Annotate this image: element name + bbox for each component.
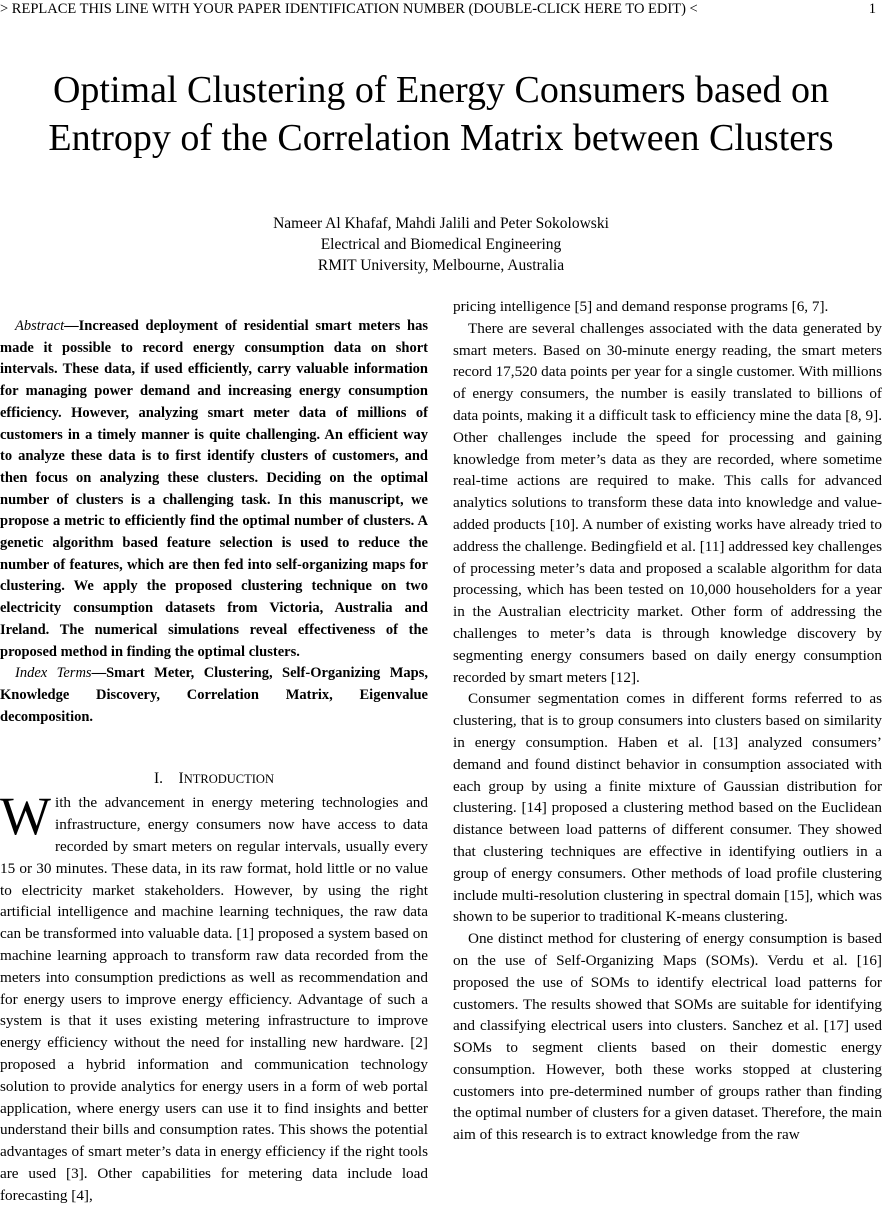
section-title-rest: NTRODUCTION — [183, 772, 274, 787]
index-terms-text: —Smart Meter, Clustering, Self-Organizing Maps, Knowledge Discovery, Correlation Matrix, Eigenvalue decomposition. — [0, 665, 428, 725]
section-initial: I — [178, 770, 184, 788]
left-column — [0, 316, 428, 1207]
section-number: I. — [154, 770, 164, 788]
author-department: Electrical and Biomedical Engineering — [320, 236, 562, 253]
index-terms-lead: Index Terms — [15, 665, 92, 682]
section-heading-introduction — [0, 768, 428, 790]
author-block — [0, 213, 882, 276]
right-column — [453, 296, 882, 1146]
drop-cap: W — [0, 786, 51, 847]
intro-paragraph-1-text: ith the advancement in energy metering technologies and infrastructure, energy consumers now have access to data recorded by smart meters on regular intervals, usually every 15 or 30 minutes. These data, in its raw format, hold little or no value to electricity market stakeholders. However, by using the right artificial intelligence and machine learning techniques, the raw data can be transformed into valuable data. [1] proposed a system based on machine learning approach to transform raw data recorded from the meters into consumption predictions as well as recommendation and for energy users to improve energy efficiency. Advantage of such a system is that it uses existing metering infrastructure to improve energy efficiency without the need for installing new hardware. [2] proposed a hybrid information and communication technology solution to provide analytics for energy users in a form of web portal application, where energy users can use it to find insights and better understand their bills and consumption rates. This shows the potential advantages of smart meter’s data in energy efficiency if the right tools are used [3]. Other capabilities for metering data include load forecasting [4], — [0, 794, 428, 1204]
author-affiliation: RMIT University, Melbourne, Australia — [317, 257, 565, 274]
right-paragraph-1: There are several challenges associated with the data generated by smart meters. Based on 30-minute energy reading, the smart meters record 17,520 data points per year for a single customer. With millions of energy consumers, the number is easily translated to billions of data points, making it a difficult task to efficiency mine the data [8, 9]. Other challenges include the speed for processing and gaining knowledge from meter’s data as they are recorded, where sometime real-time actions are required to make. This calls for advanced analytics solutions to transform these data into knowledge and value-added products [10]. A number of existing works have already tried to address the challenge. Bedingfield et al. [11] addressed key challenges of processing meter’s data and proposed a scalable algorithm for data processing, which has been tested on 10,000 householders for a year in the Australian electricity market. Other form of addressing the challenges to meter’s data is through knowledge discovery by segmenting energy consumers based on daily energy consumption recorded by smart meters [12]. — [453, 319, 882, 686]
right-paragraph-3: One distinct method for clustering of energy consumption is based on the use of Self-Organizing Maps (SOMs). Verdu et al. [16] proposed the use of SOMs to identify electrical load patterns for customers. The results showed that SOMs are suitable for identifying and classifying electrical users into clusters. Sanchez et al. [17] used SOMs to segment clients based on their domestic energy consumption. However, both these works stopped at clustering customers into pre-determined number of groups rather than finding the optimal number of clusters for a given dataset. Therefore, the main aim of this research is to extract knowledge from the raw — [453, 930, 882, 1144]
page-number: 1 — [868, 1, 876, 17]
abstract-lead: Abstract — [15, 318, 65, 334]
index-terms — [0, 663, 428, 728]
right-paragraph-0: pricing intelligence [5] and demand response programs [6, 7]. — [453, 298, 829, 315]
abstract-text: —Increased deployment of residential smart meters has made it possible to record energy consumption data on short intervals. These data, if used efficiently, carry valuable information for managing power demand and increasing energy consumption efficiency. However, analyzing smart meter data of millions of customers in a timely manner is quite challenging. An efficient way to analyze these data is to first identify clusters of customers, and then focus on analyzing these clusters. Deciding on the optimal number of clusters is a challenging task. In this manuscript, we propose a metric to efficiently find the optimal number of clusters. A genetic algorithm based feature selection is used to reduce the number of features, which are then fed into self-organizing maps for clustering. We apply the proposed clustering technique on two electricity consumption datasets from Victoria, Australia and Ireland. The numerical simulations reveal effectiveness of the proposed method in finding the optimal clusters. — [0, 318, 428, 660]
abstract — [0, 316, 428, 663]
author-names: Nameer Al Khafaf, Mahdi Jalili and Peter Sokolowski — [273, 215, 609, 232]
paper-id-header: > REPLACE THIS LINE WITH YOUR PAPER IDENTIFICATION NUMBER (DOUBLE-CLICK HERE TO EDIT) < — [0, 1, 698, 17]
paper-title: Optimal Clustering of Energy Consumers based on Entropy of the Correlation Matrix between Clusters — [48, 69, 834, 159]
right-paragraph-2: Consumer segmentation comes in different forms referred to as clustering, that is to group consumers into clusters based on similarity in energy consumption. Haben et al. [13] analyzed consumers’ demand and found distinct behavior in consumption associated with each group by using a finite mixture of Gaussian distribution for clustering. [14] proposed a clustering method based on the Euclidean distance between load patterns of different consumer. They showed that clustering techniques are effective in identifying outliers in a group of energy consumers. Other methods of load profile clustering include multi-resolution clustering in spectral domain [15], which was shown to be superior to traditional K-means clustering. — [453, 690, 882, 926]
intro-paragraph-1 — [0, 786, 428, 1206]
